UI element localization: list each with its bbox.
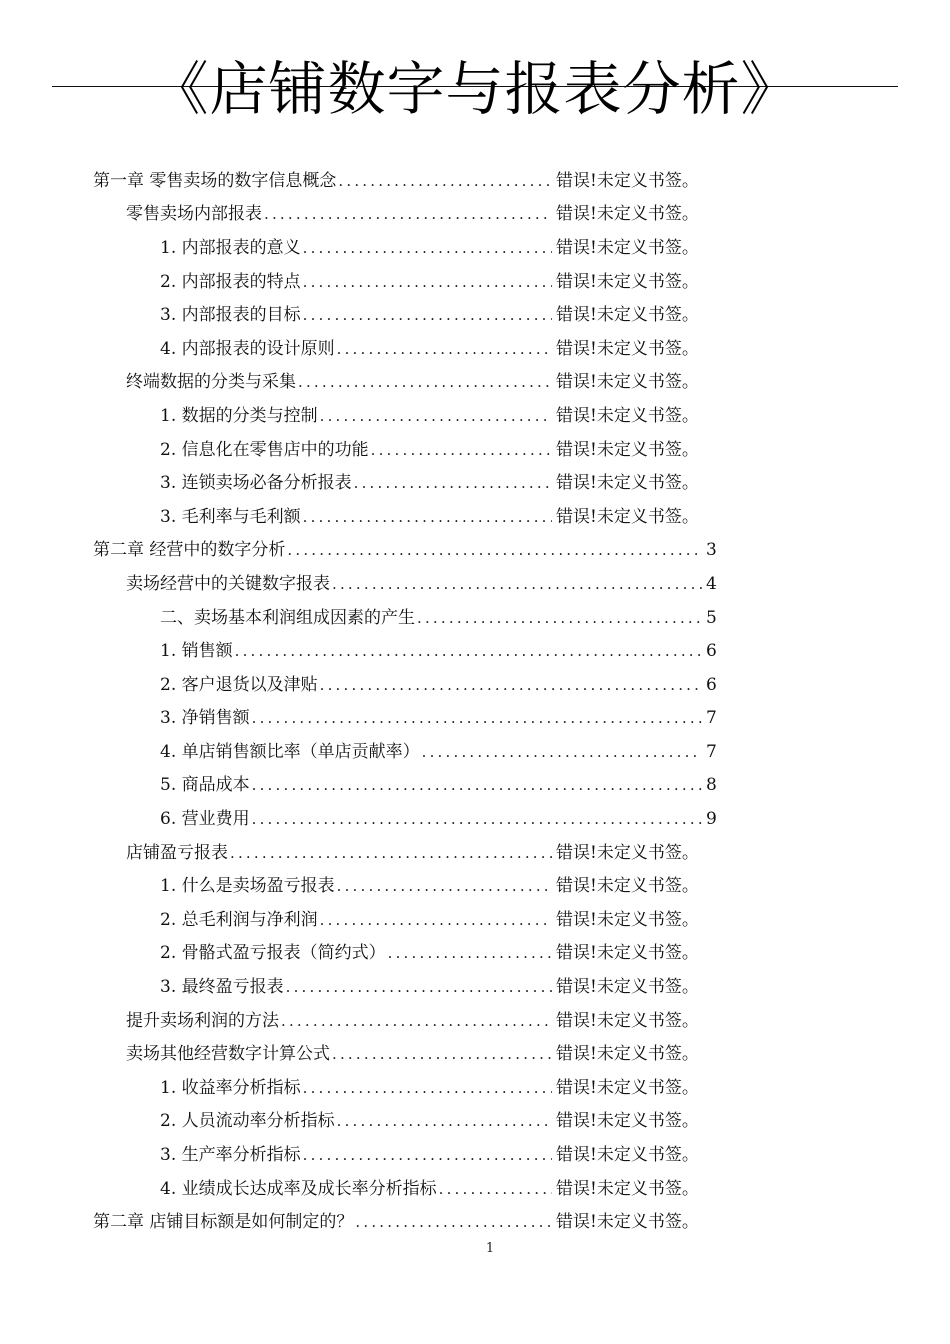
toc-dot-leader [371, 439, 552, 461]
toc-dot-leader [281, 1010, 552, 1032]
toc-entry-page: 5 [706, 607, 717, 628]
toc-entry[interactable] [0, 634, 950, 668]
toc-entry[interactable] [0, 1138, 950, 1172]
toc-entry[interactable] [0, 366, 950, 400]
toc-entry-title: 5. 商品成本 [160, 775, 250, 796]
toc-entry[interactable] [0, 500, 950, 534]
toc-entry-page: 错误!未定义书签。 [556, 1077, 699, 1098]
toc-entry[interactable] [0, 1071, 950, 1105]
toc-entry-title: 提升卖场利润的方法 [126, 1010, 279, 1031]
toc-entry-title: 第二章 店铺目标额是如何制定的？ [93, 1212, 354, 1233]
toc-entry[interactable] [0, 735, 950, 769]
toc-dot-leader [303, 506, 552, 528]
toc-entry-page: 错误!未定义书签。 [556, 1111, 699, 1132]
toc-entry-title: 3. 最终盈亏报表 [160, 977, 284, 998]
toc-entry[interactable] [0, 567, 950, 601]
toc-entry[interactable] [0, 836, 950, 870]
toc-entry-page: 错误!未定义书签。 [556, 1178, 699, 1199]
toc-entry-title: 2. 骨骼式盈亏报表（简约式） [160, 943, 386, 964]
toc-entry-title: 2. 信息化在零售店中的功能 [160, 439, 369, 460]
toc-dot-leader [303, 304, 552, 326]
page-number: 1 [485, 1241, 495, 1256]
toc-entry[interactable] [0, 433, 950, 467]
toc-entry[interactable] [0, 970, 950, 1004]
toc-entry-page: 错误!未定义书签。 [556, 204, 699, 225]
toc-entry[interactable] [0, 265, 950, 299]
toc-entry[interactable] [0, 466, 950, 500]
toc-dot-leader [303, 237, 552, 259]
toc-entry[interactable] [0, 231, 950, 265]
toc-dot-leader [230, 842, 552, 864]
toc-dot-leader [337, 875, 552, 897]
toc-entry-title: 卖场其他经营数字计算公式 [126, 1044, 330, 1065]
toc-entry[interactable] [0, 702, 950, 736]
toc-entry-page: 3 [706, 540, 717, 561]
toc-entry-page: 错误!未定义书签。 [556, 405, 699, 426]
toc-dot-leader [422, 741, 702, 763]
toc-entry-title: 2. 客户退货以及津贴 [160, 674, 318, 695]
toc-entry-title: 第一章 零售卖场的数字信息概念 [93, 170, 337, 191]
toc-entry-page: 错误!未定义书签。 [556, 842, 699, 863]
toc-entry-title: 1. 什么是卖场盈亏报表 [160, 876, 335, 897]
toc-entry-page: 9 [706, 809, 717, 830]
toc-dot-leader [303, 271, 552, 293]
toc-dot-leader [388, 942, 552, 964]
toc-entry-page: 错误!未定义书签。 [556, 338, 699, 359]
toc-entry-title: 4. 内部报表的设计原则 [160, 338, 335, 359]
toc-entry[interactable] [0, 1105, 950, 1139]
toc-entry-page: 错误!未定义书签。 [556, 909, 699, 930]
toc-entry-page: 错误!未定义书签。 [556, 943, 699, 964]
toc-entry-page: 6 [706, 641, 717, 662]
toc-entry[interactable] [0, 534, 950, 568]
toc-entry-title: 3. 内部报表的目标 [160, 305, 301, 326]
toc-entry[interactable] [0, 399, 950, 433]
toc-entry-title: 1. 销售额 [160, 641, 233, 662]
toc-entry-title: 4. 业绩成长达成率及成长率分析指标 [160, 1178, 437, 1199]
toc-dot-leader [252, 808, 702, 830]
toc-entry-title: 3. 毛利率与毛利额 [160, 506, 301, 527]
toc-dot-leader [252, 774, 702, 796]
toc-entry[interactable] [0, 903, 950, 937]
toc-entry-title: 2. 总毛利润与净利润 [160, 909, 318, 930]
toc-entry-title: 3. 净销售额 [160, 708, 250, 729]
toc-entry-title: 1. 内部报表的意义 [160, 237, 301, 258]
toc-entry[interactable] [0, 1205, 950, 1239]
toc-dot-leader [287, 539, 702, 561]
toc-dot-leader [303, 1077, 552, 1099]
document-title: 《店铺数字与报表分析》 [150, 55, 800, 123]
toc-entry-page: 错误!未定义书签。 [556, 439, 699, 460]
toc-entry[interactable] [0, 198, 950, 232]
toc-entry-page: 7 [706, 708, 717, 729]
toc-dot-leader [439, 1178, 552, 1200]
table-of-contents [0, 164, 950, 1239]
toc-dot-leader [298, 371, 552, 393]
toc-dot-leader [337, 338, 552, 360]
toc-entry-page: 4 [706, 573, 717, 594]
toc-entry[interactable] [0, 1037, 950, 1071]
toc-entry-page: 错误!未定义书签。 [556, 1145, 699, 1166]
toc-dot-leader [286, 976, 552, 998]
toc-dot-leader [332, 1043, 552, 1065]
toc-entry-page: 7 [706, 741, 717, 762]
toc-dot-leader [320, 674, 702, 696]
toc-entry-page: 错误!未定义书签。 [556, 170, 699, 191]
toc-dot-leader [338, 170, 552, 192]
toc-entry[interactable] [0, 298, 950, 332]
toc-entry-title: 4. 单店销售额比率（单店贡献率） [160, 741, 420, 762]
toc-entry-title: 1. 数据的分类与控制 [160, 405, 318, 426]
toc-entry[interactable] [0, 164, 950, 198]
toc-entry-title: 卖场经营中的关键数字报表 [126, 573, 330, 594]
toc-entry[interactable] [0, 869, 950, 903]
toc-dot-leader [417, 607, 702, 629]
toc-entry[interactable] [0, 1004, 950, 1038]
toc-entry-title: 店铺盈亏报表 [126, 842, 228, 863]
toc-entry-title: 第二章 经营中的数字分析 [93, 540, 286, 561]
toc-entry-title: 2. 人员流动率分析指标 [160, 1111, 335, 1132]
toc-entry-title: 二、卖场基本利润组成因素的产生 [160, 607, 415, 628]
toc-entry[interactable] [0, 601, 950, 635]
toc-entry[interactable] [0, 1172, 950, 1206]
toc-dot-leader [264, 203, 552, 225]
toc-dot-leader [320, 405, 552, 427]
toc-entry-page: 错误!未定义书签。 [556, 237, 699, 258]
toc-entry[interactable] [0, 332, 950, 366]
toc-entry-title: 1. 收益率分析指标 [160, 1077, 301, 1098]
toc-dot-leader [354, 472, 552, 494]
toc-entry-page: 错误!未定义书签。 [556, 1212, 699, 1233]
toc-entry[interactable] [0, 802, 950, 836]
toc-entry-page: 错误!未定义书签。 [556, 271, 699, 292]
toc-entry-title: 3. 连锁卖场必备分析报表 [160, 473, 352, 494]
toc-entry[interactable] [0, 769, 950, 803]
toc-entry-title: 终端数据的分类与采集 [126, 372, 296, 393]
toc-dot-leader [252, 707, 702, 729]
toc-entry-page: 错误!未定义书签。 [556, 1010, 699, 1031]
toc-dot-leader [355, 1211, 552, 1233]
toc-entry-page: 错误!未定义书签。 [556, 506, 699, 527]
toc-dot-leader [235, 640, 702, 662]
toc-entry[interactable] [0, 668, 950, 702]
toc-entry-title: 6. 营业费用 [160, 809, 250, 830]
toc-entry-page: 6 [706, 674, 717, 695]
toc-entry[interactable] [0, 937, 950, 971]
toc-entry-page: 错误!未定义书签。 [556, 473, 699, 494]
toc-entry-title: 2. 内部报表的特点 [160, 271, 301, 292]
toc-entry-page: 错误!未定义书签。 [556, 1044, 699, 1065]
toc-dot-leader [337, 1110, 552, 1132]
toc-entry-page: 错误!未定义书签。 [556, 372, 699, 393]
toc-entry-page: 8 [706, 775, 717, 796]
toc-entry-title: 3. 生产率分析指标 [160, 1145, 301, 1166]
toc-entry-page: 错误!未定义书签。 [556, 876, 699, 897]
toc-entry-page: 错误!未定义书签。 [556, 305, 699, 326]
toc-dot-leader [332, 573, 702, 595]
toc-dot-leader [320, 909, 552, 931]
toc-entry-title: 零售卖场内部报表 [126, 204, 262, 225]
toc-entry-page: 错误!未定义书签。 [556, 977, 699, 998]
toc-dot-leader [303, 1144, 552, 1166]
